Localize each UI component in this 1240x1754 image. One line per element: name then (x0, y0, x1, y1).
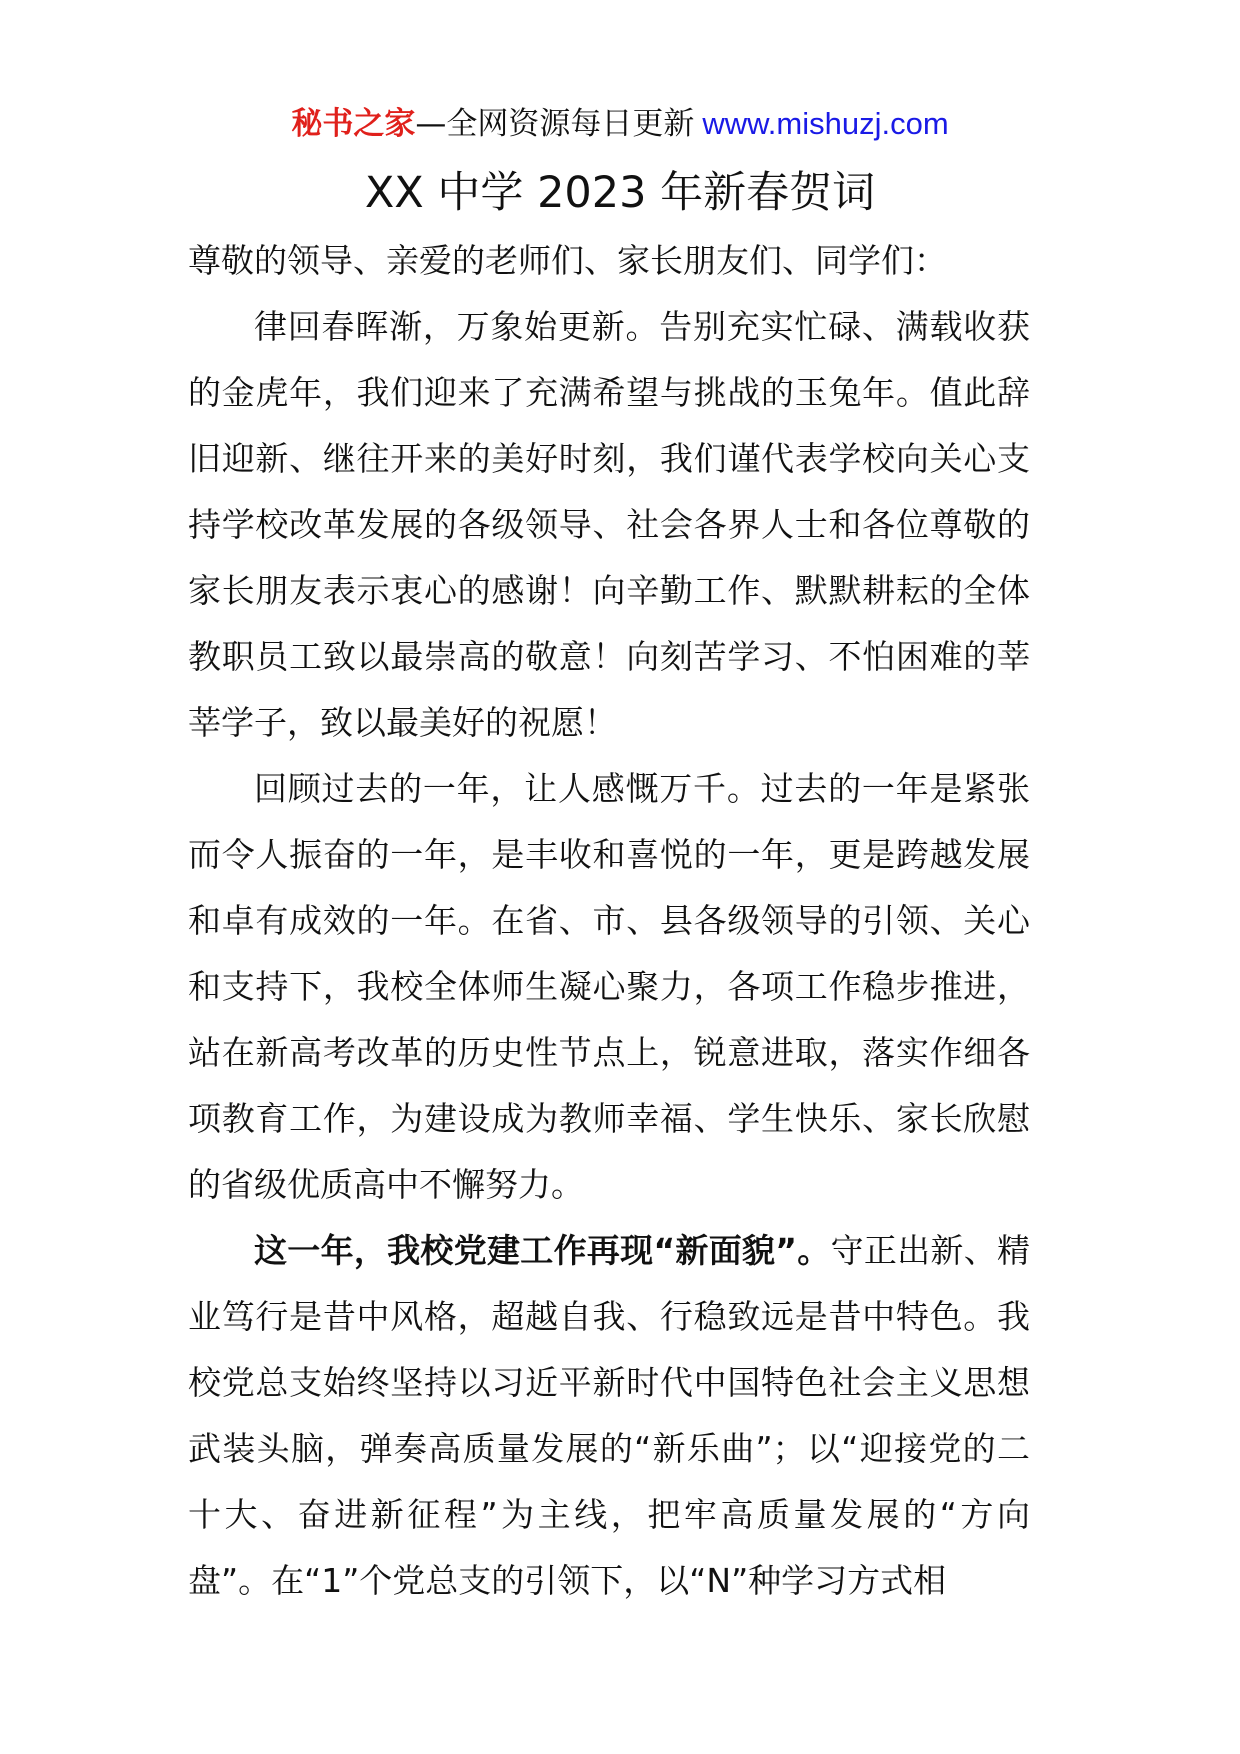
paragraph-text: 回顾过去的一年，让人感慨万千。过去的一年是紧张而令人振奋的一年，是丰收和喜悦的一年，更是跨越发展和卓有成效的一年。在省、市、县各级领导的引领、关心和支持下，我校全体师生凝心聚力，各项工作稳步推进，站在新高考改革的历史性节点上，锐意进取，落实作细各项教育工作，为建设成为教师幸福、学生快乐、家长欣慰的省级优质高中不懈努力。 (188, 769, 1030, 1204)
paragraph-review (188, 756, 1030, 1218)
site-header-banner (0, 102, 1240, 146)
paragraph-party-building (188, 1218, 1030, 1614)
paragraph-text: 守正出新、精业笃行是昔中风格，超越自我、行稳致远是昔中特色。我校党总支始终坚持以习近平新时代中国特色社会主义思想武装头脑，弹奏高质量发展的“新乐曲”；以“迎接党的二十大、奋进新征程”为主线，把牢高质量发展的“方向盘”。在“1”个党总支的引领下，以“N”种学习方式相 (188, 1231, 1030, 1600)
salutation: 尊敬的领导、亲爱的老师们、家长朋友们、同学们： (188, 241, 947, 280)
site-url-link[interactable]: www.mishuzj.com (702, 106, 949, 141)
document-title: XX 中学 2023 年新春贺词 (364, 168, 876, 218)
paragraph-lead-heading: 这一年，我校党建工作再现“新面貌”。 (254, 1231, 831, 1270)
brand-name: 秘书之家 (291, 106, 416, 142)
document-body (188, 228, 1030, 1614)
paragraph-text: 律回春晖渐，万象始更新。告别充实忙碌、满载收获的金虎年，我们迎来了充满希望与挑战的玉兔年。值此辞旧迎新、继往开来的美好时刻，我们谨代表学校向关心支持学校改革发展的各级领导、社会各界人士和各位尊敬的家长朋友表示衷心的感谢！向辛勤工作、默默耕耘的全体教职员工致以最崇高的敬意！向刻苦学习、不怕困难的莘莘学子，致以最美好的祝愿！ (188, 307, 1030, 742)
paragraph-greeting (188, 294, 1030, 756)
header-tagline: —全网资源每日更新 (415, 106, 695, 142)
